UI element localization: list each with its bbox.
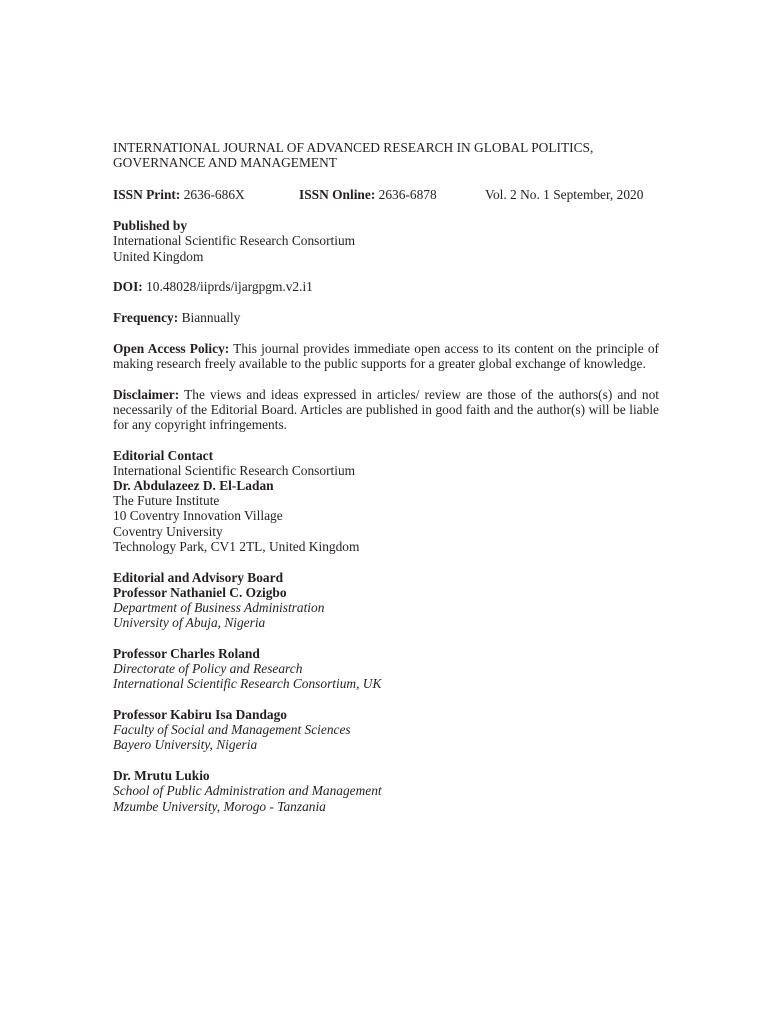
journal-title	[113, 140, 659, 170]
editorial-board	[113, 570, 659, 814]
frequency-block	[113, 310, 659, 325]
issn-online-label: ISSN Online:	[299, 187, 376, 203]
board-member	[113, 585, 659, 631]
open-access-policy	[113, 341, 659, 371]
journal-title-line-2: GOVERNANCE AND MANAGEMENT	[113, 155, 337, 171]
board-member-institution: University of Abuja, Nigeria	[113, 615, 266, 631]
issn-print-value: 2636-686X	[180, 187, 245, 203]
board-member-name: Dr. Mrutu Lukio	[113, 768, 210, 784]
editorial-contact-label: Editorial Contact	[113, 447, 214, 463]
editorial-contact-address-1: The Future Institute	[113, 493, 220, 509]
board-member-name: Professor Nathaniel C. Ozigbo	[113, 584, 287, 600]
publisher-block	[113, 218, 659, 264]
publisher-country: United Kingdom	[113, 248, 204, 264]
publisher-name: International Scientific Research Consortium	[113, 233, 356, 249]
editorial-board-label: Editorial and Advisory Board	[113, 569, 284, 585]
issn-online-value: 2636-6878	[375, 187, 437, 203]
doi-block	[113, 279, 659, 294]
open-access-text: This journal provides immediate open access to its content on the principle of making research freely available to the public supports for a greater global exchange of knowledge.	[113, 340, 659, 371]
frequency-label: Frequency:	[113, 309, 179, 325]
board-member-department: School of Public Administration and Management	[113, 783, 382, 799]
editorial-contact	[113, 448, 659, 554]
publisher-label: Published by	[113, 218, 188, 234]
board-member-department: Faculty of Social and Management Sciences	[113, 722, 351, 738]
disclaimer-label: Disclaimer:	[113, 386, 180, 402]
journal-info-page	[113, 140, 659, 814]
board-member-department: Directorate of Policy and Research	[113, 661, 303, 677]
frequency-value: Biannually	[178, 309, 241, 325]
editorial-contact-address-3: Coventry University	[113, 523, 223, 539]
doi-label: DOI:	[113, 279, 143, 295]
open-access-label: Open Access Policy:	[113, 340, 230, 356]
issn-print-label: ISSN Print:	[113, 187, 181, 203]
issn-online	[299, 187, 485, 202]
editorial-contact-address-4: Technology Park, CV1 2TL, United Kingdom	[113, 538, 360, 554]
volume-issue: Vol. 2 No. 1 September, 2020	[485, 187, 644, 203]
board-member-institution: Bayero University, Nigeria	[113, 737, 258, 753]
issn-print	[113, 187, 299, 202]
board-member	[113, 768, 659, 814]
board-member-name: Professor Kabiru Isa Dandago	[113, 706, 287, 722]
disclaimer	[113, 387, 659, 433]
editorial-contact-org: International Scientific Research Consortium	[113, 462, 356, 478]
disclaimer-text: The views and ideas expressed in articles/ review are those of the authors(s) and not necessarily of the Editorial Board. Articles are published in good faith and the author(s) will be liable for any copyright infringements.	[113, 386, 659, 432]
board-member-department: Department of Business Administration	[113, 599, 325, 615]
editorial-contact-address-2: 10 Coventry Innovation Village	[113, 508, 283, 524]
board-member	[113, 707, 659, 753]
issn-row	[113, 187, 659, 202]
doi-value: 10.48028/iiprds/ijargpgm.v2.i1	[142, 279, 313, 295]
editorial-contact-name: Dr. Abdulazeez D. El-Ladan	[113, 478, 274, 494]
board-member-name: Professor Charles Roland	[113, 645, 260, 661]
board-member-institution: International Scientific Research Consortium, UK	[113, 676, 382, 692]
board-member	[113, 646, 659, 692]
board-member-institution: Mzumbe University, Morogo - Tanzania	[113, 798, 326, 814]
journal-title-line-1: INTERNATIONAL JOURNAL OF ADVANCED RESEARCH IN GLOBAL POLITICS,	[113, 140, 594, 155]
